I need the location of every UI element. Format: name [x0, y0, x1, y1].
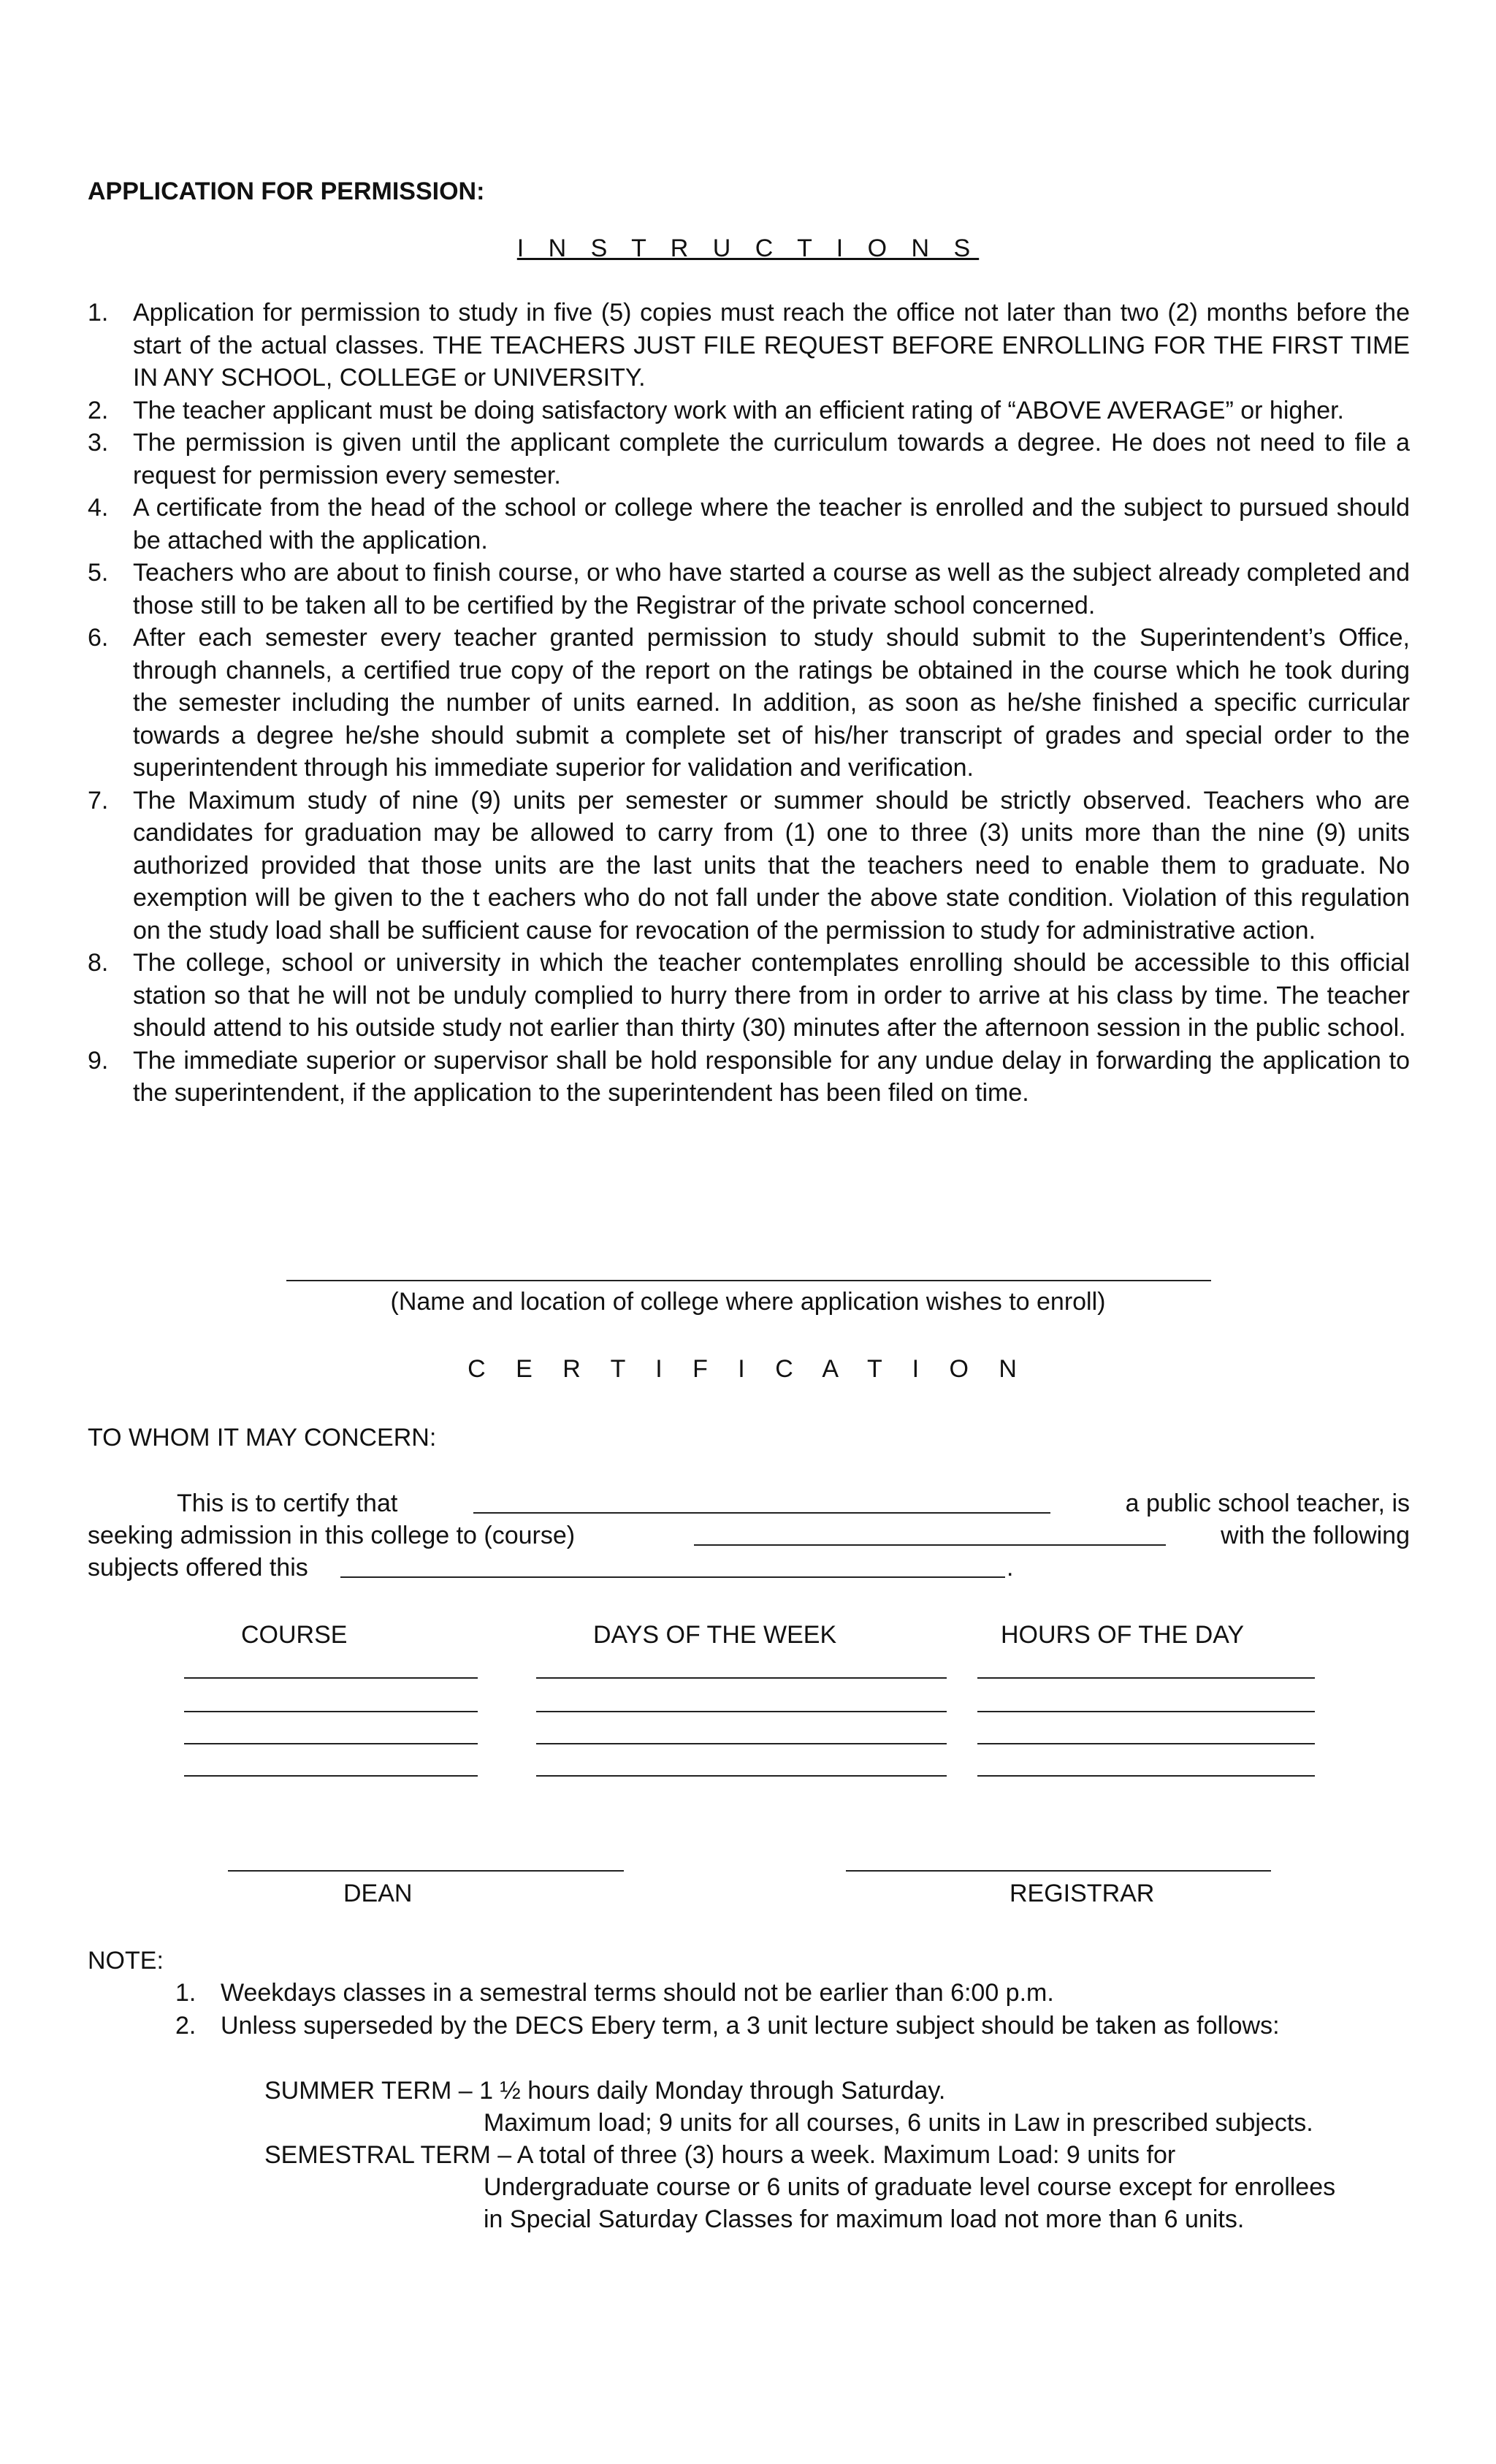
instruction-number: 2. [88, 396, 109, 424]
instruction-text-line: pursued should be attached with the application. [133, 494, 1410, 554]
days-blank[interactable] [536, 1677, 947, 1679]
instruction-text-line: a specific curricular towards a degree he/she should submit a complete set of his/her transcript of grades [133, 689, 1411, 750]
instruction-item [88, 557, 1410, 622]
instruction-text-line: are candidates for graduation may be allowed to carry from (1) one to three (3) units more than the nine [133, 786, 1410, 847]
teacher-name-blank[interactable] [473, 1490, 1050, 1514]
certification-heading: C E R T I F I C A T I O N [468, 1355, 1028, 1383]
instruction-item [88, 297, 1410, 394]
instruction-text-line: Application for permission to study in five (5) copies must reach the office not later than two (2) months [133, 299, 1289, 327]
dean-label: DEAN [343, 1880, 413, 1907]
instruction-item [88, 394, 1410, 427]
summer-term-load: Maximum load; 9 units for all courses, 6 units in Law in prescribed subjects. [484, 2109, 1313, 2137]
instruction-text-line: before the start of the actual classes. THE TEACHERS JUST FILE REQUEST BEFORE ENROLLING FOR THE [133, 299, 1410, 359]
days-blank[interactable] [536, 1743, 947, 1744]
instruction-text-line: Violation of this regulation on the study load shall be sufficient cause for revocation of the permission to [133, 884, 1410, 945]
note-item [175, 2010, 1417, 2042]
instruction-text-line: completed and those still to be taken all to be certified by the Registrar of the private school concerned. [133, 559, 1411, 619]
instruction-text-line: Teachers who are about to finish course, or who have started a course as well as the subject already [133, 559, 1240, 587]
certification-line-1 [88, 1487, 1410, 1521]
instruction-text-line: he took during the semester including the number of units earned. In addition, as soon as he/she finished [133, 656, 1410, 717]
instruction-text-line: A certificate from the head of the school or college where the teacher is enrolled and the subject to [133, 494, 1232, 522]
instructions-heading: I N S T R U C T I O N S [516, 234, 980, 262]
hours-blank[interactable] [977, 1677, 1315, 1679]
days-blank[interactable] [536, 1775, 947, 1777]
instruction-text-line: After each semester every teacher granted permission to study should submit to the Superintendent’s [133, 624, 1326, 652]
instruction-text-line: higher. [1269, 396, 1345, 424]
hours-column-header: HOURS OF THE DAY [1001, 1621, 1245, 1649]
instruction-text-line: FIRST TIME IN ANY SCHOOL, COLLEGE or UNIVERSITY. [133, 331, 1411, 392]
instruction-text-line: The permission is given until the applicant complete the curriculum towards a degree. He does not need to [133, 429, 1346, 457]
instruction-number: 7. [88, 786, 109, 815]
note-number: 1. [175, 1979, 196, 2007]
course-blank[interactable] [184, 1743, 478, 1744]
course-blank[interactable] [184, 1775, 478, 1777]
note-label: NOTE: [88, 1947, 164, 1975]
instruction-item [88, 492, 1410, 557]
note-item [175, 1977, 1417, 2010]
registrar-label: REGISTRAR [1010, 1880, 1155, 1907]
certification-line-2 [88, 1519, 1410, 1553]
term-blank[interactable] [340, 1555, 1005, 1578]
hours-blank[interactable] [977, 1711, 1315, 1712]
instruction-text-line: time. The teacher should attend to his outside study not earlier than thirty (30) minutes after the [133, 981, 1411, 1042]
subjects-text: subjects offered this [88, 1554, 308, 1582]
course-column-header: COURSE [241, 1621, 348, 1649]
instruction-text-line: application to the superintendent, if the application to the superintendent has been filed on time. [133, 1046, 1410, 1107]
instruction-item [88, 947, 1410, 1045]
instruction-number: 5. [88, 559, 109, 587]
course-blank[interactable] [694, 1522, 1166, 1546]
certify-text: This is to certify that [177, 1490, 398, 1517]
teacher-role-text: a public school teacher, is [1125, 1490, 1410, 1517]
instruction-number: 3. [88, 429, 109, 457]
instruction-text-line: (9) units authorized provided that those units are the last units that the teachers need to enable them to [133, 819, 1410, 880]
instruction-number: 8. [88, 949, 109, 977]
instruction-text-line: file a request for permission every semester. [133, 429, 1410, 489]
instruction-text-line: afternoon session in the public school. [985, 1014, 1406, 1042]
notes-list [175, 1977, 1417, 2042]
instruction-text-line: The college, school or university in which the teacher contemplates enrolling should be accessible to this [133, 949, 1330, 977]
instruction-text-line: and special order to the superintendent through his immediate superior for validation and verification. [133, 721, 1410, 782]
registrar-signature-line[interactable] [846, 1870, 1271, 1872]
semestral-term-load: Undergraduate course or 6 units of graduate level course except for enrollees [484, 2173, 1336, 2201]
sentence-period: . [1007, 1554, 1014, 1582]
college-name-line[interactable] [286, 1280, 1211, 1281]
note-text: Unless superseded by the DECS Ebery term, a 3 unit lecture subject should be taken as follows: [221, 2011, 1280, 2040]
admission-text: seeking admission in this college to (course) [88, 1522, 576, 1549]
instruction-text-line: The immediate superior or supervisor shall be hold responsible for any undue delay in forwarding the [133, 1046, 1255, 1075]
instruction-number: 4. [88, 494, 109, 522]
hours-blank[interactable] [977, 1743, 1315, 1744]
course-blank[interactable] [184, 1711, 478, 1712]
instruction-text-line: graduate. No exemption will be given to the t eachers who do not fall under the above state condition. [133, 851, 1410, 912]
instruction-number: 9. [88, 1046, 109, 1075]
instruction-item [88, 622, 1410, 785]
semestral-term-note: in Special Saturday Classes for maximum load not more than 6 units. [484, 2205, 1245, 2233]
course-blank[interactable] [184, 1677, 478, 1679]
page-title: APPLICATION FOR PERMISSION: [88, 178, 485, 205]
instructions-list [88, 297, 1410, 1110]
instruction-item [88, 1045, 1410, 1110]
certification-line-3 [88, 1552, 1410, 1585]
days-column-header: DAYS OF THE WEEK [593, 1621, 837, 1649]
college-name-caption: (Name and location of college where application wishes to enroll) [390, 1288, 1106, 1316]
instruction-text-line: official station so that he will not be unduly complied to hurry there from in order to arrive at his class by [133, 949, 1410, 1010]
instruction-text-line: Office, through channels, a certified true copy of the report on the ratings be obtained in the course which [133, 624, 1410, 684]
hours-blank[interactable] [977, 1775, 1315, 1777]
instruction-item [88, 785, 1410, 947]
following-text: with the following [1221, 1522, 1410, 1549]
salutation: TO WHOM IT MAY CONCERN: [88, 1424, 437, 1452]
days-blank[interactable] [536, 1711, 947, 1712]
instruction-text-line: The teacher applicant must be doing satisfactory work with an efficient rating of “ABOVE AVERAGE” or [133, 396, 1263, 424]
summer-term-line: SUMMER TERM – 1 ½ hours daily Monday through Saturday. [264, 2077, 946, 2105]
dean-signature-line[interactable] [228, 1870, 624, 1872]
instruction-number: 6. [88, 624, 109, 652]
instruction-text-line: study for administrative action. [980, 916, 1316, 945]
semestral-term-line: SEMESTRAL TERM – A total of three (3) hours a week. Maximum Load: 9 units for [264, 2141, 1176, 2169]
note-text: Weekdays classes in a semestral terms should not be earlier than 6:00 p.m. [221, 1979, 1054, 2007]
instruction-number: 1. [88, 299, 109, 327]
instruction-text-line: The Maximum study of nine (9) units per semester or summer should be strictly observed. Teachers who [133, 786, 1362, 815]
instruction-item [88, 427, 1410, 492]
note-number: 2. [175, 2011, 196, 2040]
